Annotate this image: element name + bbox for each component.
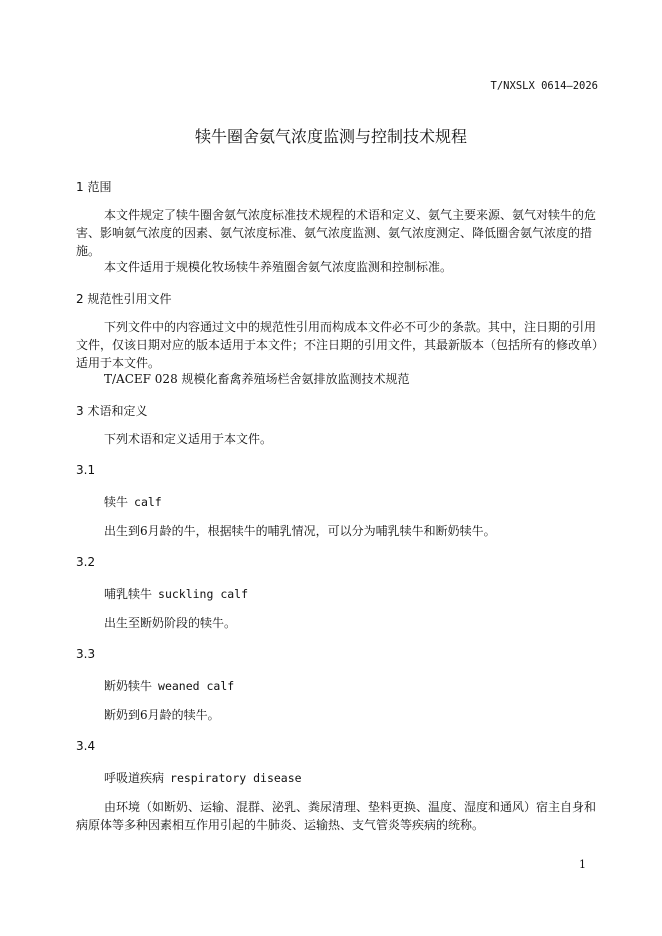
section-1-paragraph-1: 本文件规定了犊牛圈舍氨气浓度标准技术规程的术语和定义、氨气主要来源、氨气对犊牛的危害、影响氨气浓度的因素、氨气浓度标准、氨气浓度监测、氨气浓度测定、降低圈舍氨气浓度的措施。: [76, 208, 597, 258]
section-2-heading: 2 规范性引用文件: [76, 292, 172, 306]
term-3-3-number: 3.3: [76, 647, 96, 661]
section-1-paragraph-2: 本文件适用于规模化牧场犊牛养殖圈舍氨气浓度监测和控制标准。: [104, 260, 453, 274]
term-3-2-title: [104, 585, 248, 602]
page-number: 1: [579, 858, 586, 871]
standard-number: T/NXSLX 0614—2026: [490, 80, 598, 92]
term-3-4-number: 3.4: [76, 739, 96, 753]
term-3-4-cn: 呼吸道疾病: [104, 771, 165, 785]
term-3-1-number: 3.1: [76, 463, 96, 477]
term-3-2-cn: 哺乳犊牛: [104, 587, 153, 601]
document-title: 犊牛圈舍氨气浓度监测与控制技术规程: [194, 127, 467, 146]
term-3-3-title: [104, 677, 234, 694]
term-3-2-en: suckling calf: [158, 587, 249, 601]
term-3-1-title: [104, 493, 162, 510]
term-3-3-definition: 断奶到6月龄的犊牛。: [104, 708, 220, 722]
term-3-3-en: weaned calf: [158, 679, 235, 693]
term-3-1-definition: 出生到6月龄的牛，根据犊牛的哺乳情况，可以分为哺乳犊牛和断奶犊牛。: [104, 524, 496, 538]
term-3-3-cn: 断奶犊牛: [104, 679, 153, 693]
term-3-4-title: [104, 769, 302, 786]
section-2-paragraph-1: 下列文件中的内容通过文中的规范性引用而构成本文件必不可少的条款。其中，注日期的引用文件，仅该日期对应的版本适用于本文件；不注日期的引用文件，其最新版本（包括所有的修改单）适用于本文件。: [76, 320, 599, 370]
term-3-1-cn: 犊牛: [104, 495, 129, 509]
term-3-1-en: calf: [134, 495, 162, 509]
section-3-intro: 下列术语和定义适用于本文件。: [104, 432, 273, 446]
normative-reference: T/ACEF 028 规模化畜禽养殖场栏舍氨排放监测技术规范: [104, 372, 410, 386]
term-3-4-en: respiratory disease: [170, 771, 302, 785]
term-3-2-definition: 出生至断奶阶段的犊牛。: [104, 616, 237, 630]
term-3-2-number: 3.2: [76, 555, 96, 569]
section-3-heading: 3 术语和定义: [76, 404, 148, 418]
term-3-4-definition: 由环境（如断奶、运输、混群、泌乳、粪尿清理、垫料更换、温度、湿度和通风）宿主自身和病原体等多种因素相互作用引起的牛肺炎、运输热、支气管炎等疾病的统称。: [76, 800, 597, 832]
section-1-heading: 1 范围: [76, 180, 112, 194]
